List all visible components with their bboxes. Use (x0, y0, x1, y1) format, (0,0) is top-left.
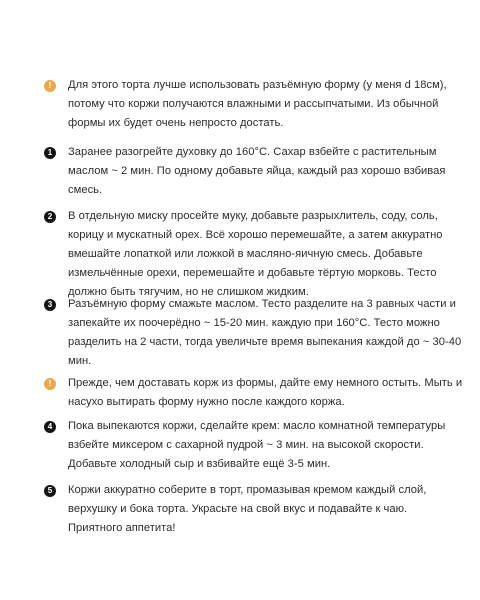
step-2 (44, 207, 464, 302)
step-4 (44, 417, 464, 474)
step-number-badge: 2 (44, 211, 56, 223)
step-3 (44, 295, 464, 371)
step-1 (44, 143, 464, 200)
tip-step (44, 76, 464, 133)
exclamation-icon: ! (44, 378, 56, 390)
step-number-badge: 3 (44, 299, 56, 311)
step-text: В отдельную миску просейте муку, добавьте разрыхлитель, соду, соль, корицу и мускатный орех. Всё хорошо перемешайте, а затем аккуратно вмешайте лопаткой или ложкой в масляно-яичную смесь. Добавьте измельчённые орехи, перемешайте и добавьте тёртую морковь. Тесто должно быть тягучим, но не слишком жидким. (68, 210, 443, 298)
tip-step (44, 374, 464, 412)
step-text: Коржи аккуратно соберите в торт, промазывая кремом каждый слой, верхушку и бока торта. Украсьте на свой вкус и подавайте к чаю. Приятного аппетита! (68, 484, 427, 534)
step-number-badge: 5 (44, 485, 56, 497)
step-text: Для этого торта лучше использовать разъёмную форму (у меня d 18см), потому что коржи получаются влажными и рассыпчатыми. Из обычной формы их будет очень непросто достать. (68, 79, 447, 129)
step-text: Разъёмную форму смажьте маслом. Тесто разделите на 3 равных части и запекайте их поочерёдно ~ 15-20 мин. каждую при 160°С. Тесто можно разделить на 2 части, тогда увеличьте время выпекания каждой до ~ 30-40 мин. (68, 298, 462, 367)
step-text: Прежде, чем доставать корж из формы, дайте ему немного остыть. Мыть и насухо вытирать форму нужно после каждого коржа. (68, 377, 463, 408)
step-text: Пока выпекаются коржи, сделайте крем: масло комнатной температуры взбейте миксером с сахарной пудрой ~ 3 мин. на высокой скорости. Добавьте холодный сыр и взбивайте ещё 3-5 мин. (68, 420, 446, 470)
step-5 (44, 481, 464, 538)
step-number-badge: 1 (44, 147, 56, 159)
step-text: Заранее разогрейте духовку до 160°С. Сахар взбейте с растительным маслом ~ 2 мин. По одному добавьте яйца, каждый раз хорошо взбивая смесь. (68, 146, 446, 196)
step-number-badge: 4 (44, 421, 56, 433)
exclamation-icon: ! (44, 80, 56, 92)
